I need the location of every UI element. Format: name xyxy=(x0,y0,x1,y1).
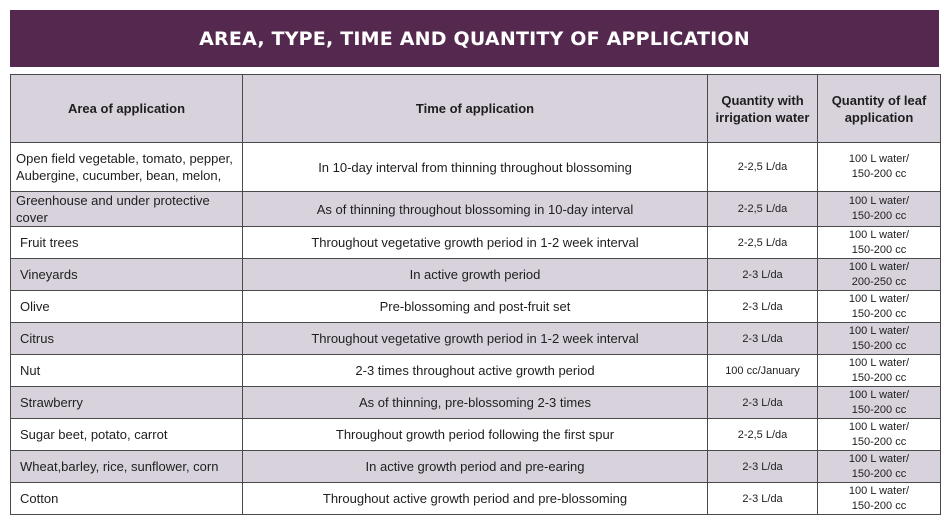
time-cell: As of thinning, pre-blossoming 2-3 times xyxy=(243,387,708,419)
irrigation-cell: 2-2,5 L/da xyxy=(708,227,818,259)
leaf-line-2: 150-200 cc xyxy=(851,403,907,416)
time-cell: Throughout growth period following the first spur xyxy=(243,419,708,451)
time-cell: In active growth period xyxy=(243,259,708,291)
header-time: Time of application xyxy=(243,75,708,143)
time-cell: In 10-day interval from thinning throughout blossoming xyxy=(243,143,708,192)
leaf-cell xyxy=(818,451,941,483)
leaf-line-1: 100 L water/ xyxy=(848,484,910,497)
leaf-line-1: 100 L water/ xyxy=(848,420,910,433)
header-area: Area of application xyxy=(11,75,243,143)
application-table xyxy=(10,74,941,515)
area-cell: Cotton xyxy=(11,483,243,515)
irrigation-cell: 2-3 L/da xyxy=(708,259,818,291)
time-cell: Pre-blossoming and post-fruit set xyxy=(243,291,708,323)
table-row xyxy=(11,143,941,192)
irrigation-cell: 2-2,5 L/da xyxy=(708,192,818,227)
table-row xyxy=(11,291,941,323)
leaf-cell xyxy=(818,419,941,451)
irrigation-cell: 2-3 L/da xyxy=(708,387,818,419)
leaf-line-1: 100 L water/ xyxy=(848,153,910,165)
area-cell: Wheat,barley, rice, sunflower, corn xyxy=(11,451,243,483)
leaf-line-2: 150-200 cc xyxy=(851,499,907,512)
irrigation-cell: 100 cc/January xyxy=(708,355,818,387)
leaf-line-2: 150-200 cc xyxy=(851,307,907,320)
leaf-line-1: 100 L water/ xyxy=(848,228,910,241)
area-cell: Nut xyxy=(11,355,243,387)
table-row xyxy=(11,323,941,355)
leaf-cell xyxy=(818,355,941,387)
irrigation-cell: 2-3 L/da xyxy=(708,451,818,483)
table-row xyxy=(11,192,941,227)
area-cell: Greenhouse and under protective cover xyxy=(11,192,243,227)
irrigation-cell: 2-2,5 L/da xyxy=(708,143,818,192)
table-row xyxy=(11,483,941,515)
time-cell: Throughout active growth period and pre-blossoming xyxy=(243,483,708,515)
leaf-line-2: 150-200 cc xyxy=(851,371,907,384)
time-cell: As of thinning throughout blossoming in 10-day interval xyxy=(243,192,708,227)
area-line-2: Aubergine, cucumber, bean, melon, xyxy=(16,168,222,183)
header-irrigation xyxy=(708,75,818,143)
leaf-line-1: 100 L water/ xyxy=(848,356,910,369)
leaf-cell xyxy=(818,291,941,323)
header-leaf-line-2: application xyxy=(844,109,914,125)
leaf-cell xyxy=(818,143,941,192)
header-irrigation-line-2: irrigation water xyxy=(715,109,810,125)
leaf-line-2: 150-200 cc xyxy=(851,339,907,352)
table-row xyxy=(11,387,941,419)
table-row xyxy=(11,451,941,483)
table-row xyxy=(11,355,941,387)
leaf-line-1: 100 L water/ xyxy=(848,260,910,273)
area-cell: Vineyards xyxy=(11,259,243,291)
time-cell: In active growth period and pre-earing xyxy=(243,451,708,483)
leaf-line-2: 150-200 cc xyxy=(851,210,907,222)
leaf-cell xyxy=(818,387,941,419)
leaf-line-2: 150-200 cc xyxy=(851,435,907,448)
header-leaf-line-1: Quantity of leaf xyxy=(831,92,927,108)
area-cell xyxy=(11,143,243,192)
header-leaf xyxy=(818,75,941,143)
time-cell: Throughout vegetative growth period in 1-2 week interval xyxy=(243,323,708,355)
time-cell: Throughout vegetative growth period in 1-2 week interval xyxy=(243,227,708,259)
irrigation-cell: 2-3 L/da xyxy=(708,323,818,355)
area-cell: Olive xyxy=(11,291,243,323)
header-row xyxy=(11,75,941,143)
area-cell: Sugar beet, potato, carrot xyxy=(11,419,243,451)
leaf-cell xyxy=(818,259,941,291)
header-irrigation-line-1: Quantity with xyxy=(721,92,804,108)
irrigation-cell: 2-3 L/da xyxy=(708,483,818,515)
leaf-line-1: 100 L water/ xyxy=(848,324,910,337)
leaf-cell xyxy=(818,483,941,515)
leaf-cell xyxy=(818,323,941,355)
area-line-1: Open field vegetable, tomato, pepper, xyxy=(16,151,233,166)
table-row xyxy=(11,419,941,451)
area-cell: Strawberry xyxy=(11,387,243,419)
table-row xyxy=(11,259,941,291)
time-cell: 2-3 times throughout active growth period xyxy=(243,355,708,387)
leaf-line-2: 150-200 cc xyxy=(851,243,907,256)
area-cell: Citrus xyxy=(11,323,243,355)
irrigation-cell: 2-2,5 L/da xyxy=(708,419,818,451)
leaf-line-2: 150-200 cc xyxy=(851,168,907,180)
leaf-line-1: 100 L water/ xyxy=(848,388,910,401)
table-row xyxy=(11,227,941,259)
table-title: AREA, TYPE, TIME AND QUANTITY OF APPLICATION xyxy=(10,10,939,67)
leaf-line-2: 150-200 cc xyxy=(851,467,907,480)
leaf-cell xyxy=(818,227,941,259)
leaf-line-1: 100 L water/ xyxy=(848,452,910,465)
irrigation-cell: 2-3 L/da xyxy=(708,291,818,323)
leaf-line-2: 200-250 cc xyxy=(851,275,907,288)
area-cell: Fruit trees xyxy=(11,227,243,259)
leaf-line-1: 100 L water/ xyxy=(848,292,910,305)
leaf-cell xyxy=(818,192,941,227)
leaf-line-1: 100 L water/ xyxy=(848,195,910,207)
